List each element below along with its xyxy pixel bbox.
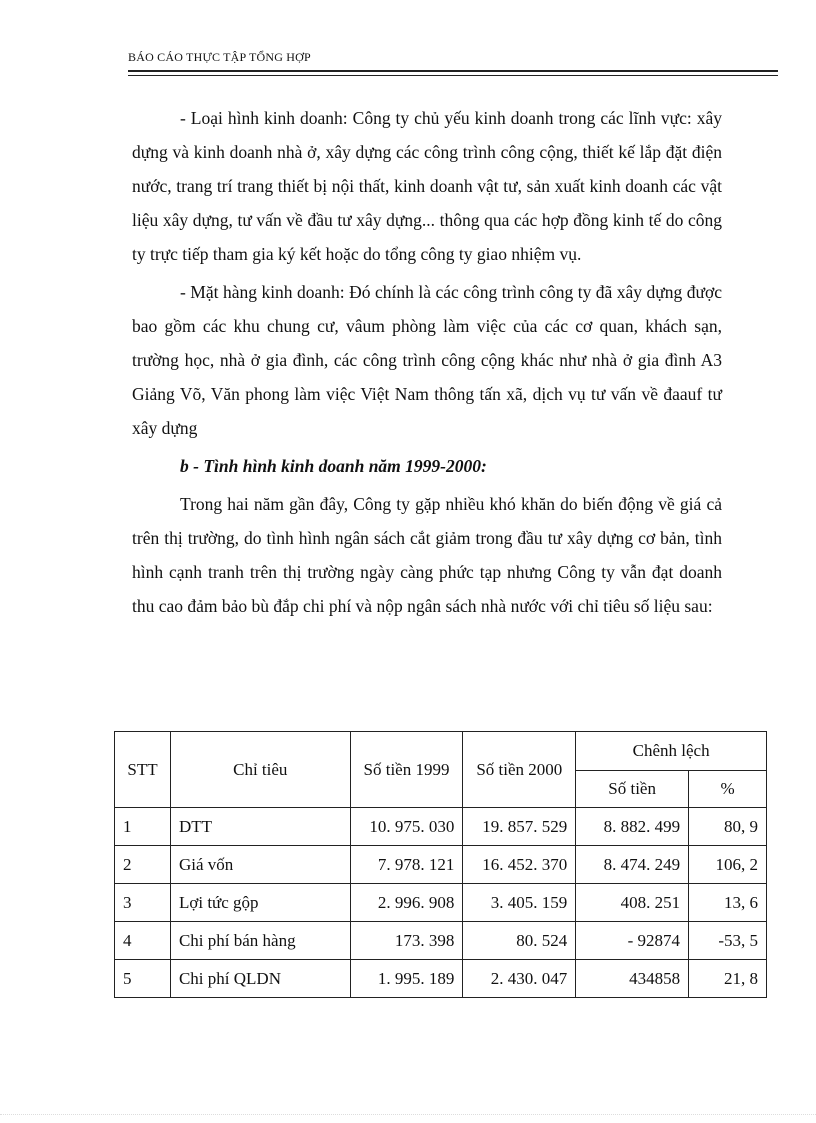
cell-diff-percent: 80, 9 (689, 808, 767, 846)
header-diff-percent: % (689, 771, 767, 808)
cell-amount-2000: 19. 857. 529 (463, 808, 576, 846)
paragraph-business-situation: Trong hai năm gần đây, Công ty gặp nhiều khó khăn do biến động về giá cả trên thị trường, do tình hình ngân sách cắt giảm trong đầu tư xây dựng cơ bản, tình hình cạnh tranh trên thị trường ngày càng phức tạp nhưng Công ty vẫn đạt doanh thu cao đảm bảo bù đắp chi phí và nộp ngân sách nhà nước với chỉ tiêu số liệu sau: (132, 494, 722, 616)
table-row (115, 960, 767, 998)
cell-amount-1999: 10. 975. 030 (350, 808, 463, 846)
cell-amount-2000: 16. 452. 370 (463, 846, 576, 884)
page-bottom-border (0, 1114, 816, 1115)
table-row (115, 808, 767, 846)
cell-amount-2000: 3. 405. 159 (463, 884, 576, 922)
cell-stt: 5 (115, 960, 171, 998)
cell-amount-1999: 7. 978. 121 (350, 846, 463, 884)
cell-amount-1999: 2. 996. 908 (350, 884, 463, 922)
header-rule-thick (128, 70, 778, 72)
cell-diff-amount: - 92874 (576, 922, 689, 960)
page-header-title: BÁO CÁO THỰC TẬP TỔNG HỢP (128, 50, 311, 64)
cell-stt: 4 (115, 922, 171, 960)
cell-indicator: DTT (170, 808, 350, 846)
cell-diff-amount: 8. 882. 499 (576, 808, 689, 846)
paragraph-business-type: - Loại hình kinh doanh: Công ty chủ yếu kinh doanh trong các lĩnh vực: xây dựng và kinh doanh nhà ở, xây dựng các công trình công cộng, thiết kế lắp đặt điện nước, trang trí trang thiết bị nội thất, kinh doanh vật tư, sản xuất kinh doanh các vật liệu xây dựng, tư vấn về đầu tư xây dựng... thông qua các hợp đồng kinh tế do công ty trực tiếp tham gia ký kết hoặc do tổng công ty giao nhiệm vụ. (132, 108, 722, 264)
cell-diff-amount: 434858 (576, 960, 689, 998)
section-heading: b - Tình hình kinh doanh năm 1999-2000: (180, 456, 487, 476)
table-row (115, 846, 767, 884)
cell-indicator: Chi phí QLDN (170, 960, 350, 998)
cell-stt: 2 (115, 846, 171, 884)
header-stt: STT (115, 732, 171, 808)
document-body (132, 101, 722, 623)
table-row (115, 884, 767, 922)
table-row (115, 922, 767, 960)
cell-amount-1999: 173. 398 (350, 922, 463, 960)
header-amount-1999: Số tiền 1999 (350, 732, 463, 808)
cell-diff-amount: 408. 251 (576, 884, 689, 922)
cell-indicator: Lợi tức gộp (170, 884, 350, 922)
financial-table (114, 731, 767, 998)
paragraph-product-lines: - Mặt hàng kinh doanh: Đó chính là các công trình công ty đã xây dựng được bao gồm các khu chung cư, vâum phòng làm việc của các cơ quan, khách sạn, trường học, nhà ở gia đình, các công trình công cộng khác như nhà ở gia đình A3 Giảng Võ, Văn phong làm việc Việt Nam thông tấn xã, dịch vụ tư vấn về đaauf tư xây dựng (132, 282, 722, 438)
cell-diff-amount: 8. 474. 249 (576, 846, 689, 884)
cell-diff-percent: 106, 2 (689, 846, 767, 884)
cell-amount-2000: 80. 524 (463, 922, 576, 960)
header-indicator: Chỉ tiêu (170, 732, 350, 808)
header-amount-2000: Số tiền 2000 (463, 732, 576, 808)
header-diff-amount: Số tiền (576, 771, 689, 808)
cell-stt: 3 (115, 884, 171, 922)
header-rule-thin (128, 75, 778, 76)
cell-stt: 1 (115, 808, 171, 846)
cell-diff-percent: -53, 5 (689, 922, 767, 960)
header-difference: Chênh lệch (576, 732, 767, 771)
cell-indicator: Chi phí bán hàng (170, 922, 350, 960)
cell-diff-percent: 21, 8 (689, 960, 767, 998)
cell-amount-2000: 2. 430. 047 (463, 960, 576, 998)
cell-indicator: Giá vốn (170, 846, 350, 884)
cell-amount-1999: 1. 995. 189 (350, 960, 463, 998)
cell-diff-percent: 13, 6 (689, 884, 767, 922)
